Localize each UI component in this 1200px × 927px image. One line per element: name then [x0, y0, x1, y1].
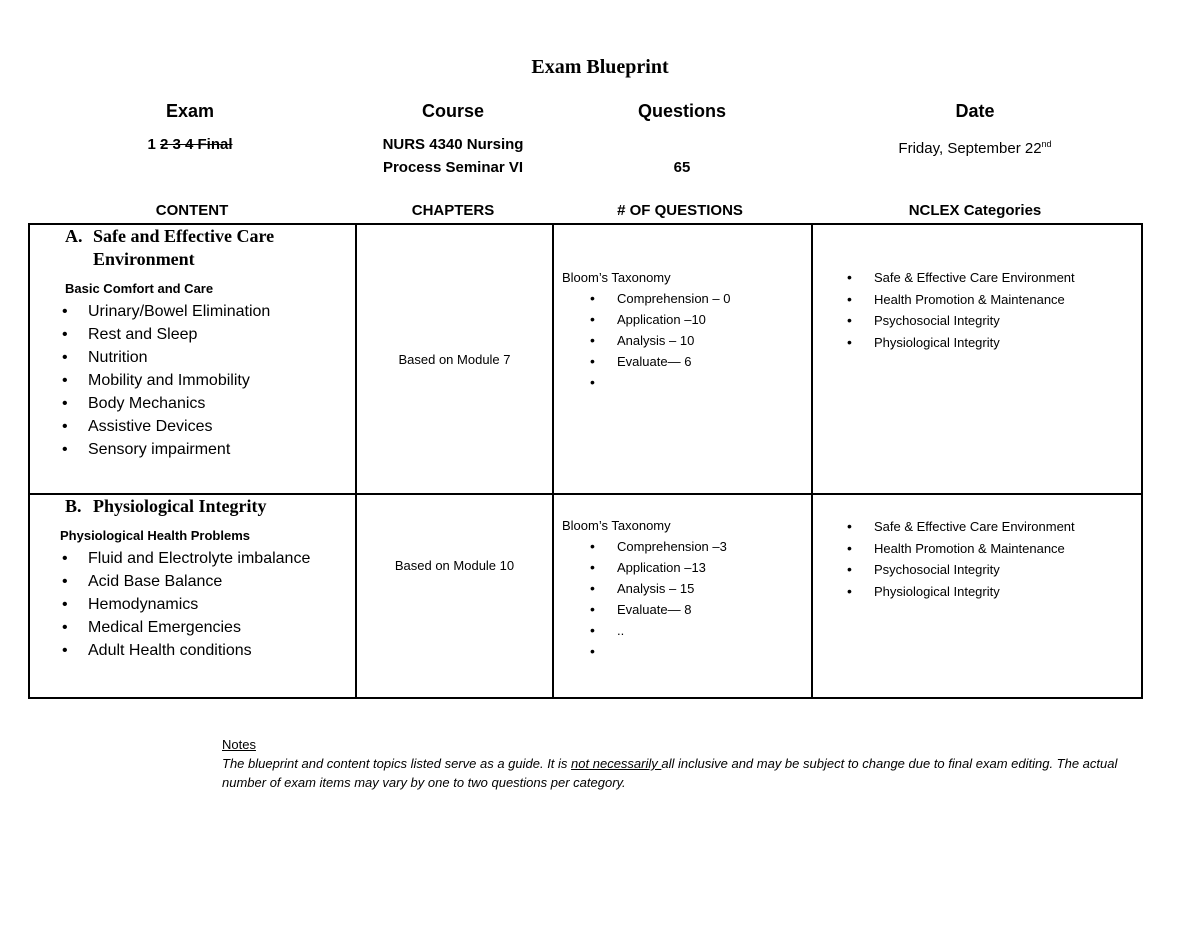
section-title [65, 495, 355, 518]
list-item: • Nutrition [58, 346, 355, 369]
blueprint-table [28, 223, 1143, 699]
list-item: • Evaluate— 8 [590, 599, 811, 620]
list-item: • Hemodynamics [58, 593, 355, 616]
course-line2: Process Seminar VI [382, 159, 524, 176]
bloom-list [554, 288, 811, 393]
questions-cell [553, 224, 812, 494]
list-item [590, 372, 811, 393]
list-item: • Physiological Integrity [847, 581, 1141, 603]
list-item: • Physiological Integrity [847, 332, 1141, 354]
list-item: • Safe & Effective Care Environment [847, 267, 1141, 289]
list-item: • Comprehension –3 [590, 536, 811, 557]
list-item: • Health Promotion & Maintenance [847, 538, 1141, 560]
list-item: • Application –13 [590, 557, 811, 578]
date-suffix: nd [1041, 139, 1052, 149]
table-row [29, 224, 1142, 494]
column-content: CONTENT [155, 202, 229, 219]
topic-list [58, 300, 355, 461]
page-title: Exam Blueprint [531, 56, 669, 78]
nclex-list [813, 267, 1141, 353]
exam-number-value [110, 133, 270, 156]
section-title-text: Physiological Integrity [93, 496, 267, 516]
bloom-list [554, 536, 811, 662]
notes-text-underlined: not necessarily [571, 756, 662, 771]
content-cell [29, 494, 356, 698]
column-chapters: CHAPTERS [411, 202, 495, 219]
course-line1: NURS 4340 Nursing [382, 136, 524, 153]
column-num-questions: # OF QUESTIONS [617, 202, 743, 219]
notes-label: Notes [222, 737, 256, 752]
list-item [590, 641, 811, 662]
list-item: • .. [590, 620, 811, 641]
list-item: • Psychosocial Integrity [847, 310, 1141, 332]
header-course: Course [421, 101, 484, 121]
chapters-cell [356, 224, 553, 494]
nclex-cell [812, 494, 1142, 698]
chapters-text: Based on Module 10 [394, 557, 515, 573]
topic-list [58, 547, 355, 662]
list-item: • Safe & Effective Care Environment [847, 516, 1141, 538]
notes-text [222, 754, 1122, 792]
list-item: • Health Promotion & Maintenance [847, 289, 1141, 311]
list-item: • Acid Base Balance [58, 570, 355, 593]
chapters-cell [356, 494, 553, 698]
nclex-list [813, 516, 1141, 602]
list-item: • Fluid and Electrolyte imbalance [58, 547, 355, 570]
section-letter: A. [65, 226, 83, 246]
header-date: Date [955, 101, 995, 121]
section-subtitle: Basic Comfort and Care [65, 281, 214, 296]
section-subtitle: Physiological Health Problems [60, 528, 250, 543]
course-value [353, 133, 553, 179]
list-item: • Body Mechanics [58, 392, 355, 415]
header-questions: Questions [637, 101, 726, 121]
list-item: • Mobility and Immobility [58, 369, 355, 392]
section-title-text: Safe and Effective Care Environment [93, 226, 275, 269]
header-exam: Exam [165, 101, 215, 121]
list-item: • Psychosocial Integrity [847, 559, 1141, 581]
column-nclex: NCLEX Categories [908, 202, 1042, 219]
list-item: • Evaluate— 6 [590, 351, 811, 372]
table-row [29, 494, 1142, 698]
list-item: • Comprehension – 0 [590, 288, 811, 309]
bloom-title: Bloom’s Taxonomy [562, 270, 671, 285]
chapters-text: Based on Module 7 [398, 351, 511, 367]
list-item: • Sensory impairment [58, 438, 355, 461]
list-item: • Assistive Devices [58, 415, 355, 438]
list-item: • Application –10 [590, 309, 811, 330]
list-item: • Analysis – 10 [590, 330, 811, 351]
exam-struck: 2 3 4 Final [159, 136, 233, 153]
nclex-cell [812, 224, 1142, 494]
list-item: • Rest and Sleep [58, 323, 355, 346]
date-value [855, 133, 1095, 160]
content-cell [29, 224, 356, 494]
list-item: • Medical Emergencies [58, 616, 355, 639]
notes-block [222, 735, 1122, 792]
exam-current: 1 [147, 136, 156, 153]
list-item: • Urinary/Bowel Elimination [58, 300, 355, 323]
section-title [65, 225, 355, 271]
questions-cell [553, 494, 812, 698]
notes-text-after: all inclusive and may be subject to change due to final exam editing. The actual number of exam items may vary by one to two questions per category. [222, 756, 1118, 790]
notes-text-before: The blueprint and content topics listed serve as a guide. It is [222, 756, 572, 771]
bloom-title: Bloom’s Taxonomy [562, 518, 671, 533]
date-main: Friday, September 22 [898, 140, 1042, 157]
section-letter: B. [65, 496, 82, 516]
questions-value: 65 [673, 159, 691, 176]
list-item: • Analysis – 15 [590, 578, 811, 599]
list-item: • Adult Health conditions [58, 639, 355, 662]
